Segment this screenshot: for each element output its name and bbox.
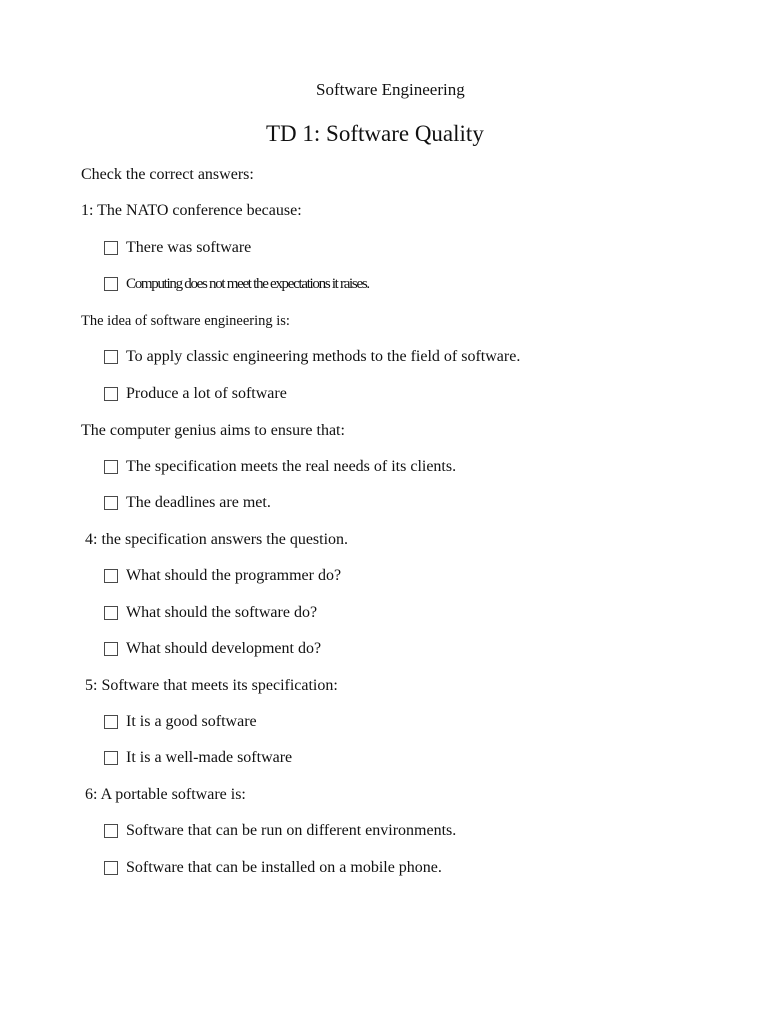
checkbox[interactable] xyxy=(104,642,118,656)
checkbox[interactable] xyxy=(104,861,118,875)
question-6-prompt: 6: A portable software is: xyxy=(85,786,246,803)
option-label: The deadlines are met. xyxy=(126,494,271,511)
option-label: The specification meets the real needs of its clients. xyxy=(126,458,457,475)
question-3-option-1[interactable] xyxy=(104,457,456,477)
question-3-prompt: The computer genius aims to ensure that: xyxy=(81,422,345,439)
checkbox[interactable] xyxy=(104,569,118,583)
option-label: Computing does not meet the expectations it raises. xyxy=(126,276,369,292)
option-label: Produce a lot of software xyxy=(126,385,287,402)
checkbox[interactable] xyxy=(104,751,118,765)
option-label: Software that can be installed on a mobile phone. xyxy=(126,859,442,876)
option-label: There was software xyxy=(126,239,252,256)
question-4-option-2[interactable] xyxy=(104,603,317,623)
checkbox[interactable] xyxy=(104,241,118,255)
question-1-option-1[interactable] xyxy=(104,238,251,258)
question-6-option-2[interactable] xyxy=(104,858,442,878)
question-5-prompt: 5: Software that meets its specification: xyxy=(85,677,338,694)
question-5-option-1[interactable] xyxy=(104,712,257,732)
option-label: Software that can be run on different environments. xyxy=(126,822,457,839)
question-4-prompt: 4: the specification answers the question. xyxy=(85,531,349,548)
instruction-text: Check the correct answers: xyxy=(81,166,254,183)
option-label: What should development do? xyxy=(126,640,322,657)
checkbox[interactable] xyxy=(104,606,118,620)
question-5-option-2[interactable] xyxy=(104,748,292,768)
option-label: What should the programmer do? xyxy=(126,567,342,584)
checkbox[interactable] xyxy=(104,460,118,474)
option-label: It is a well-made software xyxy=(126,749,293,766)
question-4-option-3[interactable] xyxy=(104,639,321,659)
question-4-option-1[interactable] xyxy=(104,566,341,586)
option-label: It is a good software xyxy=(126,713,257,730)
page-title: TD 1: Software Quality xyxy=(266,121,484,146)
option-label: To apply classic engineering methods to the field of software. xyxy=(126,348,521,365)
checkbox[interactable] xyxy=(104,824,118,838)
checkbox[interactable] xyxy=(104,387,118,401)
course-subject: Software Engineering xyxy=(316,80,465,99)
question-6-option-1[interactable] xyxy=(104,821,456,841)
question-1-prompt: 1: The NATO conference because: xyxy=(81,202,302,219)
checkbox[interactable] xyxy=(104,350,118,364)
option-label: What should the software do? xyxy=(126,604,318,621)
checkbox[interactable] xyxy=(104,715,118,729)
checkbox[interactable] xyxy=(104,277,118,291)
checkbox[interactable] xyxy=(104,496,118,510)
question-1-option-2[interactable] xyxy=(104,274,369,294)
question-3-option-2[interactable] xyxy=(104,493,271,513)
question-2-prompt: The idea of software engineering is: xyxy=(81,313,290,329)
question-2-option-2[interactable] xyxy=(104,384,287,404)
question-2-option-1[interactable] xyxy=(104,347,520,367)
